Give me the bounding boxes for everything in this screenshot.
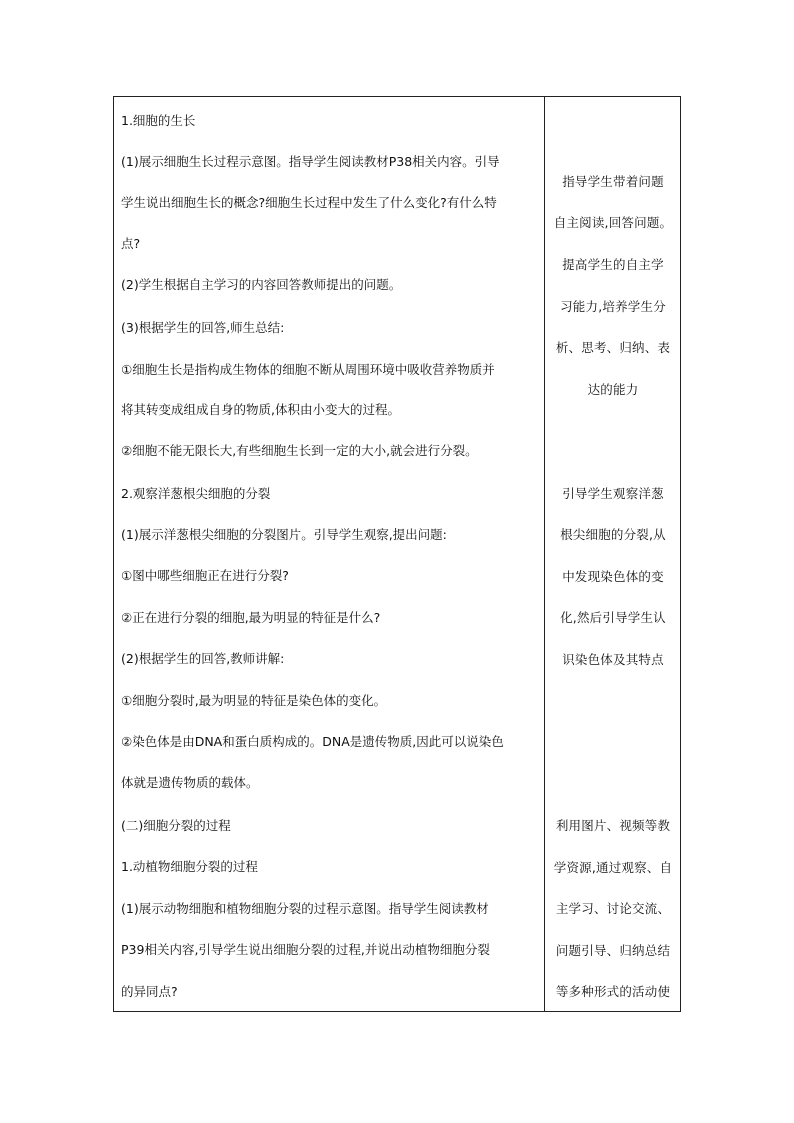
lesson-table	[113, 96, 681, 1012]
right-line: 提高学生的自主学	[562, 257, 664, 272]
left-line: (1)展示洋葱根尖细胞的分裂图片。引导学生观察,提出问题:	[121, 527, 447, 542]
left-line: 体就是遗传物质的载体。	[121, 775, 259, 790]
left-line: (1)展示动物细胞和植物细胞分裂的过程示意图。指导学生阅读教材	[121, 901, 489, 916]
left-line: 1.细胞的生长	[121, 113, 196, 128]
left-line: 1.动植物细胞分裂的过程	[121, 859, 258, 874]
right-line: 中发现染色体的变	[562, 569, 664, 584]
right-line: 化,然后引导学生认	[560, 610, 666, 625]
left-line: 2.观察洋葱根尖细胞的分裂	[121, 486, 271, 501]
left-line: 将其转变成组成自身的物质,体积由小变大的过程。	[121, 402, 400, 417]
right-line: 利用图片、视频等教	[555, 818, 671, 833]
right-line: 指导学生带着问题	[562, 174, 664, 189]
left-line: ①细胞分裂时,最为明显的特征是染色体的变化。	[121, 693, 387, 708]
right-line: 习能力,培养学生分	[560, 299, 666, 314]
right-line: 识染色体及其特点	[562, 652, 664, 667]
right-line: 达的能力	[587, 382, 639, 397]
right-line: 问题引导、归纳总结	[555, 943, 671, 958]
left-line: (2)根据学生的回答,教师讲解:	[121, 651, 285, 666]
left-line: (1)展示细胞生长过程示意图。指导学生阅读教材P38相关内容。引导	[121, 154, 500, 169]
left-line: ①细胞生长是指构成生物体的细胞不断从周围环境中吸收营养物质并	[121, 362, 495, 377]
right-line: 自主阅读,回答问题。	[553, 215, 673, 230]
left-line: ②正在进行分裂的细胞,最为明显的特征是什么?	[121, 610, 381, 625]
left-line: (2)学生根据自主学习的内容回答教师提出的问题。	[121, 277, 402, 292]
right-line: 根尖细胞的分裂,从	[560, 527, 666, 542]
left-line: 点?	[121, 236, 141, 251]
left-line: ②染色体是由DNA和蛋白质构成的。DNA是遗传物质,因此可以说染色	[121, 734, 504, 749]
left-line: (3)根据学生的回答,师生总结:	[121, 320, 285, 335]
right-line: 等多种形式的活动使	[555, 984, 671, 999]
right-line: 析、思考、归纳、表	[555, 340, 671, 355]
right-line: 主学习、讨论交流、	[555, 901, 671, 916]
left-line: ②细胞不能无限长大,有些细胞生长到一定的大小,就会进行分裂。	[121, 443, 478, 458]
right-line: 引导学生观察洋葱	[562, 486, 664, 501]
left-line: (二)细胞分裂的过程	[121, 818, 231, 833]
left-line: ①图中哪些细胞正在进行分裂?	[121, 568, 289, 583]
left-line: 的异同点?	[121, 984, 178, 999]
left-line: 学生说出细胞生长的概念?细胞生长过程中发生了什么变化?有什么特	[121, 195, 497, 210]
left-line: P39相关内容,引导学生说出细胞分裂的过程,并说出动植物细胞分裂	[121, 942, 490, 957]
column-divider	[544, 97, 545, 1011]
right-line: 学资源,通过观察、自	[553, 860, 673, 875]
